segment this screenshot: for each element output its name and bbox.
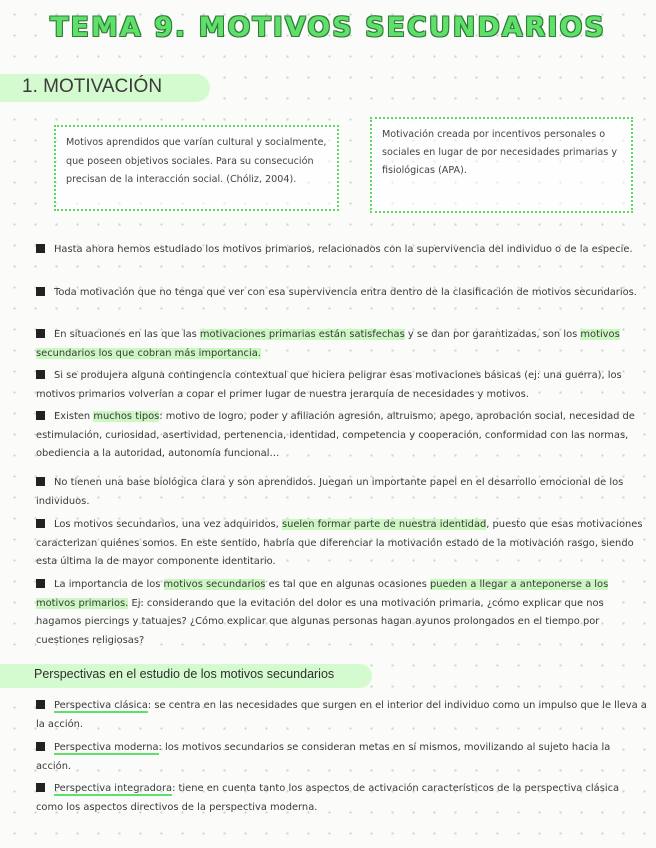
square-bullet-icon xyxy=(36,329,45,338)
bullet-paragraph-8: La importancia de los motivos secundarios es tal que en algunas ocasiones pueden a llegar a anteponerse a los motivos primarios. Ej: considerando que la evitación del dolor es una motivación primaria, ¿cómo explicar que nos hagamos piercings y tatuajes? ¿Cómo explicar que algunas personas hagan ayunos prolongados en el tiempo por cuestiones religiosas? xyxy=(36,579,609,646)
section-heading xyxy=(0,74,210,102)
square-bullet-icon xyxy=(36,370,45,379)
highlight: motivos secundarios los que xyxy=(36,329,620,359)
definition-box-apa: Motivación creada por incentivos personales o sociales en lugar de por necesidades primarias y fisiológicas (APA). xyxy=(370,117,633,213)
term-underlined: Perspectiva clásica xyxy=(54,700,148,711)
square-bullet-icon xyxy=(36,700,45,709)
page-title: TEMA 9. MOTIVOS SECUNDARIOS xyxy=(50,12,606,43)
square-bullet-icon xyxy=(36,244,45,253)
term-underlined: Perspectiva moderna xyxy=(54,742,159,753)
bullet-paragraph-6: No tienen una base biológica clara y son aprendidos. Juegan un importante papel en el desarrollo emocional de los individuos. xyxy=(36,477,624,507)
highlight: motivaciones primarias están satisfechas xyxy=(199,329,405,340)
highlight: muchos tipos xyxy=(93,411,160,422)
bullet-paragraph-1: Hasta ahora hemos estudiado los motivos primarios, relacionados con la supervivencia del individuo o de la especie. xyxy=(36,241,648,260)
perspective-modern: Perspectiva moderna: los motivos secundarios se consideran metas en sí mismos, movilizando al sujeto hacia la acción. xyxy=(36,742,611,772)
bullet-paragraph-3: En situaciones en las que las motivaciones primarias están satisfechas y se dan por garantizadas, son los motivos secundarios los que cobran más importancia. xyxy=(36,329,620,359)
definition-box-cholíz: Motivos aprendidos que varían cultural y socialmente, que poseen objetivos sociales. Para su consecución precisan de la interacción social. (Chóliz, 2004). xyxy=(54,125,339,211)
term-underlined: Perspectiva integradora xyxy=(54,783,173,794)
bullet-paragraph-7: Los motivos secundarios, una vez adquiridos, suelen formar parte de nuestra identidad, puesto que esas motivaciones caracterizan quiénes somos. En este sentido, habría que diferenciar la motivación estado de la motivación rasgo, siendo esta última la de mayor componente identitario. xyxy=(36,519,643,567)
square-bullet-icon xyxy=(36,287,45,296)
highlight: pueden a llegar a anteponerse a los motivos primarios. xyxy=(36,579,609,609)
square-bullet-icon xyxy=(36,519,45,528)
perspective-integrative: Perspectiva integradora: tiene en cuenta tanto los aspectos de activación característicos de la perspectiva clásica como los aspectos directivos de la perspectiva moderna. xyxy=(36,783,620,813)
subsection-heading-label: Perspectivas en el estudio de los motivos secundarios xyxy=(34,667,335,681)
highlight: motivos secundarios xyxy=(163,579,266,590)
bullet-paragraph-5: Existen muchos tipos: motivo de logro, poder y afiliación agresión, altruismo, apego, aprobación social, necesidad de estimulación, curiosidad, asertividad, pertenencia, identidad, competencia y cooperación, conformidad con las normas, obediencia a la autoridad, autonomía funcional… xyxy=(36,411,635,459)
square-bullet-icon xyxy=(36,742,45,751)
square-bullet-icon xyxy=(36,783,45,792)
section-heading-label: 1. MOTIVACIÓN xyxy=(22,76,163,97)
square-bullet-icon xyxy=(36,477,45,486)
subsection-heading xyxy=(0,664,372,688)
highlight: suelen formar parte de nuestra identidad xyxy=(281,519,487,530)
perspective-classic: Perspectiva clásica: se centra en las necesidades que surgen en el interior del individuo como un impulso que le lleva a la acción. xyxy=(36,700,647,730)
bullet-paragraph-4: Si se produjera alguna contingencia contextual que hiciera peligrar esas motivaciones básicas (ej: una guerra), los motivos primarios volverían a copar el primer lugar de nuestra jerarquía de necesidades y motivos. xyxy=(36,370,622,400)
highlight: cobran más importancia. xyxy=(137,347,261,359)
square-bullet-icon xyxy=(36,411,45,420)
bullet-paragraph-2: Toda motivación que no tenga que ver con esa supervivencia entra dentro de la clasificación de motivos secundarios. xyxy=(36,284,648,303)
square-bullet-icon xyxy=(36,579,45,588)
